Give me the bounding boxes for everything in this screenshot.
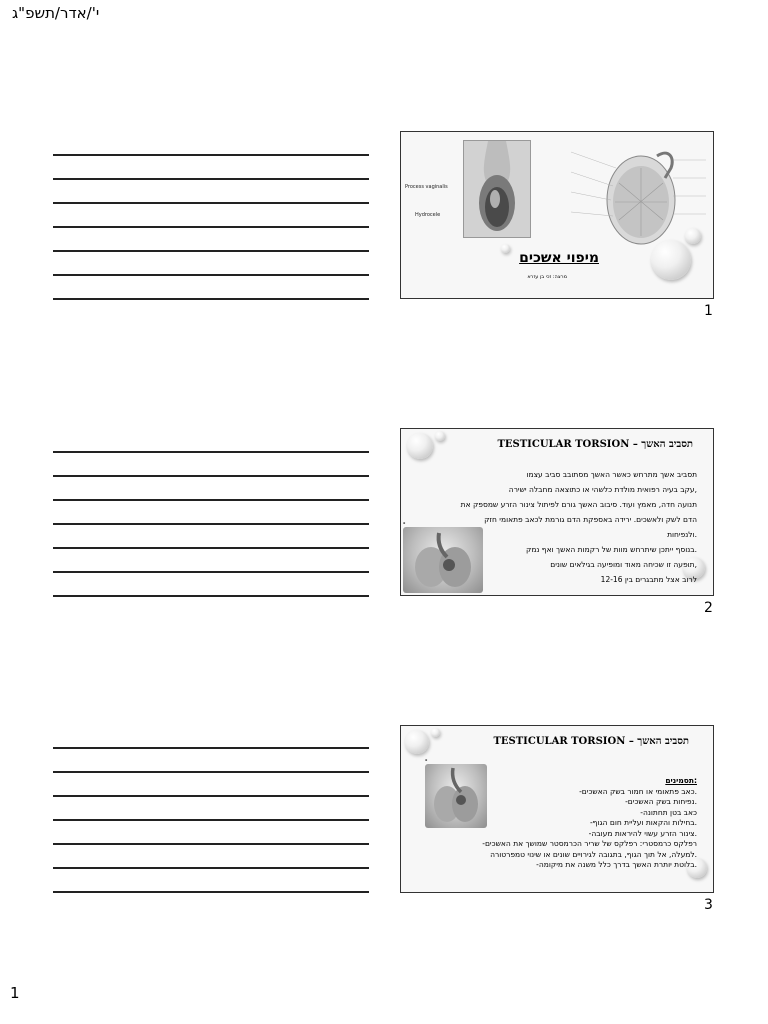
slide-body: [407, 467, 697, 587]
body-line: .ולנפיחות: [667, 530, 697, 539]
body-line: .למעלה, אל תוך הגוף, בתגובה לגירויים שונים או שינוי טמפרטורה: [490, 849, 697, 859]
note-line: [53, 178, 369, 180]
body-line: .בנוסף ייתכן שיתרחש מוות של רקמות האשך ואף נמק: [526, 545, 697, 554]
notes-lines-1: [53, 154, 369, 322]
slide-number: 2: [704, 600, 713, 616]
water-droplet: [501, 244, 510, 253]
note-line: [53, 795, 369, 797]
note-line: [53, 747, 369, 749]
notes-lines-3: [53, 747, 369, 915]
note-line: [53, 547, 369, 549]
slide-title: TESTICULAR TORSION – תסביב האשך: [497, 439, 693, 450]
water-droplet: [405, 730, 429, 754]
body-line: ,עקב בעיה רפואית מולדת כלשהי או כתוצאה מחבלה ישירה: [508, 485, 697, 494]
note-line: [53, 571, 369, 573]
slide-title: מיפוי אשכים: [519, 250, 599, 266]
slide-author: מרצה: זכי בן עזרא: [527, 274, 567, 280]
body-line: .צינור הזרע עשוי להיראות מעובה-: [588, 828, 697, 838]
slide-number: 3: [704, 897, 713, 913]
note-line: [53, 226, 369, 228]
body-line: לרוב אצל מתבגרים בין 12-16: [600, 575, 697, 584]
water-droplet: [431, 728, 440, 737]
illustration-caption-mark: ▪: [425, 758, 428, 762]
note-line: [53, 819, 369, 821]
notes-lines-2: [53, 451, 369, 619]
note-line: [53, 771, 369, 773]
label-hydrocele: Hydrocele: [415, 212, 441, 218]
label-process-vaginalis: Process vaginalis: [405, 184, 448, 190]
note-line: [53, 595, 369, 597]
body-line: .בלוטת יותרת האשך בדרך כלל משנה את מיקומה-: [536, 860, 697, 869]
slide-2: [400, 428, 714, 596]
note-line: [53, 891, 369, 893]
illustration-caption-mark: ▪: [403, 521, 406, 525]
note-line: [53, 154, 369, 156]
note-line: [53, 523, 369, 525]
note-line: [53, 202, 369, 204]
page-number: 1: [10, 984, 20, 1002]
water-droplet: [651, 240, 691, 280]
slide-title: TESTICULAR TORSION – תסביב האשך: [493, 736, 689, 747]
body-line: ,תופעה זו שכיחה מאוד ומופיעה בגילאים שונים: [550, 560, 697, 569]
symptoms-heading: :תסמינים: [665, 776, 697, 785]
note-line: [53, 843, 369, 845]
page-date: י'/אדר/תשפ"ג: [12, 4, 100, 22]
body-line: רפלקס כרמסטרי: רפלקס של שריר הכרמסטר שמושך את האשכים-: [482, 839, 697, 848]
slide-3: [400, 725, 714, 893]
water-droplet: [685, 228, 701, 244]
body-line: .בחילות והקאות ועליית חום הגוף-: [589, 818, 697, 827]
body-line: תנועה חדה, מאמץ ועוד. סיבוב האשך גורם לפיתול צינור הזרע שמספק את: [460, 500, 697, 509]
slide-1: [400, 131, 714, 299]
note-line: [53, 298, 369, 300]
water-droplet: [407, 433, 433, 459]
slide-number: 1: [704, 303, 713, 319]
body-line: הדם לשק ולאשכים. ירידה באספקת הדם גורמת לכאב פתאומי חזק: [484, 515, 697, 524]
note-line: [53, 250, 369, 252]
anatomy-cross-section-image: [463, 140, 531, 238]
slide-body: [427, 776, 697, 871]
anatomy-drawing: [464, 141, 530, 237]
note-line: [53, 867, 369, 869]
body-line: כאב בטן תחתונה-: [640, 807, 697, 817]
note-line: [53, 499, 369, 501]
note-line: [53, 274, 369, 276]
note-line: [53, 451, 369, 453]
note-line: [53, 475, 369, 477]
body-line: תסביב אשך מתרחש כאשר האשך מסתובב סביב עצמו: [526, 470, 697, 479]
body-line: .נפיחות בשק האשכים-: [625, 797, 697, 806]
body-line: .כאב פתאומי או חמור בשק האשכים-: [579, 786, 697, 796]
water-droplet: [435, 431, 445, 441]
